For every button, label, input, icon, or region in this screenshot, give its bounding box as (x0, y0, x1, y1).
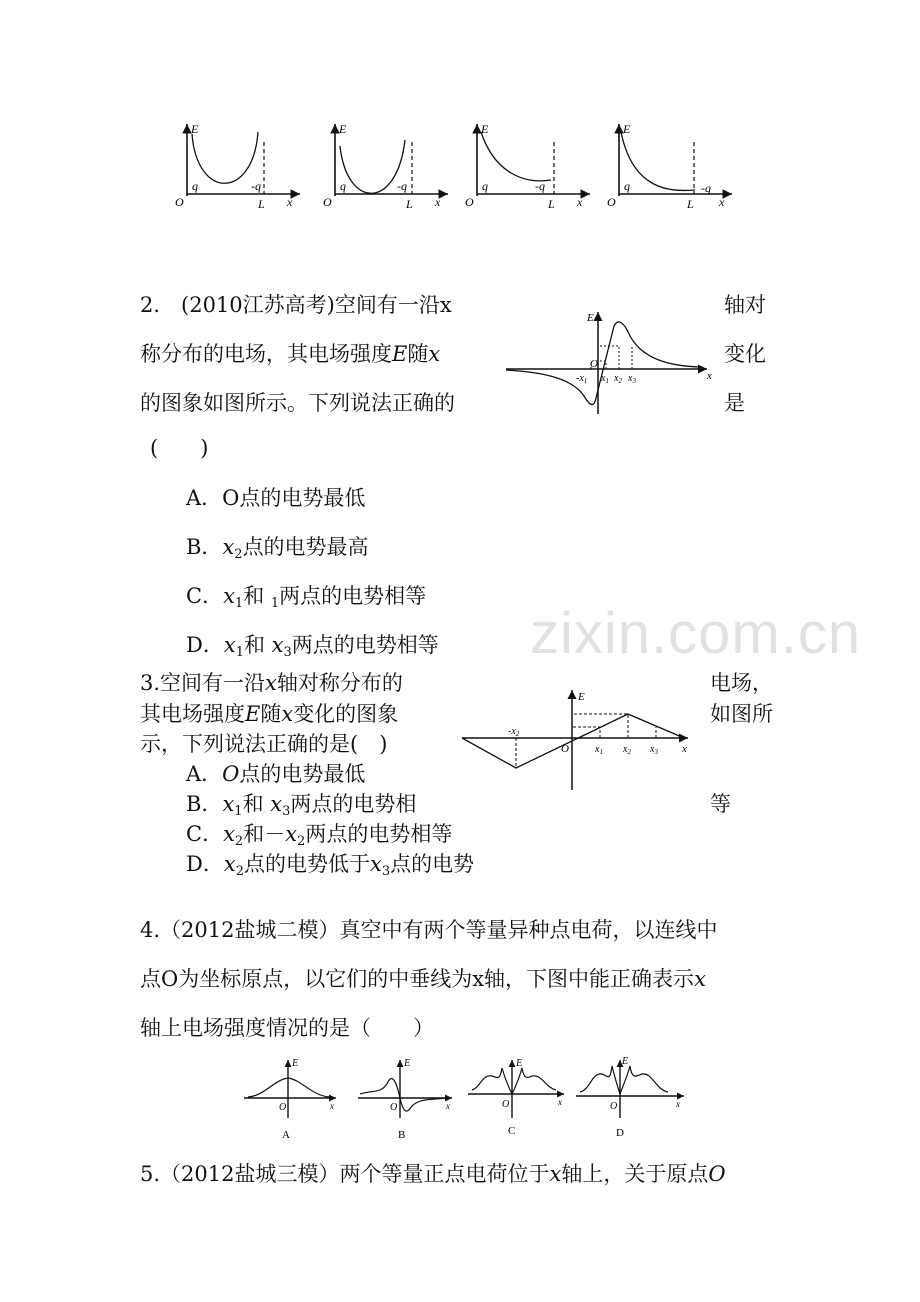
q2-line-2-end: 变化 (724, 342, 766, 366)
q1-graph-a (175, 122, 300, 211)
q4-line-3: 轴上电场强度情况的是（ ） (140, 1016, 434, 1040)
q2-line-2: 称分布的电场，其电场强度E随x (140, 342, 441, 366)
q4-a-caption: A (282, 1129, 290, 1141)
q1-a-x-label: x (287, 195, 293, 209)
q3-fig-e-label: E (578, 691, 585, 703)
q4-d-e-label: E (622, 1056, 629, 1067)
q1-a-q-label: q (192, 179, 198, 193)
q1-b-x-label: x (435, 195, 441, 209)
q1-c-e-label: E (481, 122, 489, 136)
q3-line-1-end: 电场， (710, 671, 773, 695)
q3-line-1: 3.空间有一沿x轴对称分布的 (140, 671, 403, 695)
q1-b-origin-label: O (323, 195, 332, 209)
q2-figure (502, 306, 716, 418)
q3-fig-x3-label: $x_3$ (650, 744, 658, 756)
q1-b-l-label: L (406, 197, 413, 211)
q3-fig-x1-label: $x_1$ (595, 744, 603, 756)
q1-b-negq-label: -q (397, 179, 407, 193)
q1-a-e-label: E (191, 122, 199, 136)
q4-d-caption: D (616, 1127, 624, 1139)
q1-c-origin-label: O (465, 195, 474, 209)
q3-option-d: D．$x_2$点的电势低于$x_3$点的电势 (186, 852, 475, 879)
q4-c-origin-label: O (502, 1099, 510, 1110)
q3-option-a: A．O点的电势最低 (186, 762, 366, 786)
q2-line-3-end: 是 (724, 391, 745, 415)
q1-graph-d (607, 122, 732, 211)
q3-option-b: B．$x_1$和 $x_3$两点的电势相 (186, 792, 417, 819)
q4-figure-row (240, 1054, 700, 1144)
q3-line-2: 其电场强度E随x变化的图象 (140, 702, 399, 726)
q4-c-e-label: E (516, 1058, 523, 1069)
q2-option-c: C．$x_1$和 $_1$两点的电势相等 (186, 584, 427, 611)
q1-graph-c (465, 122, 590, 211)
q2-fig-negx1-label: $-x_1$ (576, 373, 588, 385)
q4-a-x-label: x (330, 1101, 334, 1111)
q2-fig-e-label: E (587, 312, 594, 324)
q1-c-l-label: L (548, 197, 555, 211)
q2-fig-x1-label: $x_1$ (601, 373, 609, 385)
q1-c-q-label: q (482, 179, 488, 193)
q4-c-x-label: x (558, 1097, 562, 1107)
watermark: zixin.com.cn (530, 601, 862, 666)
q1-d-q-label: q (624, 179, 630, 193)
q4-a-e-label: E (292, 1058, 299, 1069)
q1-d-l-label: L (687, 197, 694, 211)
q3-option-c: C．$x_2$和$-x_2$两点的电势相等 (186, 822, 453, 849)
q4-a-origin-label: O (279, 1102, 287, 1113)
q4-b-caption: B (398, 1129, 406, 1141)
q3-line-2-end: 如图所 (710, 702, 773, 726)
q4-graph-d (576, 1056, 684, 1139)
q4-b-x-label: x (446, 1101, 450, 1111)
q2-option-a: A．O点的电势最低 (186, 486, 366, 510)
q1-a-l-label: L (258, 197, 265, 211)
q3-figure (460, 686, 696, 792)
q3-fig-x-label: x (682, 743, 687, 755)
q2-answer-paren: ( ) (150, 436, 209, 460)
q4-line-1: 4.（2012盐城二模）真空中有两个等量异种点电荷，以连线中 (140, 918, 718, 942)
q1-a-origin-label: O (175, 195, 184, 209)
q2-fig-origin-label: O (590, 358, 598, 370)
q1-d-negq-label: -q (701, 181, 711, 195)
q2-fig-x3-label: $x_3$ (628, 373, 636, 385)
q3-line-3: 示，下列说法正确的是( ) (140, 732, 388, 756)
q4-line-2: 点O为坐标原点，以它们的中垂线为x轴，下图中能正确表示x (140, 967, 706, 991)
q1-c-x-label: x (577, 195, 583, 209)
q2-line-1-end: 轴对 (724, 293, 766, 317)
q1-figure-row (165, 118, 745, 230)
q2-fig-x2-label: $x_2$ (614, 373, 622, 385)
q2-option-d: D．$x_1$和 $x_3$两点的电势相等 (186, 633, 439, 660)
q2-fig-x-label: x (707, 370, 712, 382)
q2-line-3: 的图象如图所示。下列说法正确的 (140, 391, 455, 415)
q4-d-x-label: x (676, 1099, 680, 1109)
q4-d-origin-label: O (610, 1101, 618, 1112)
q2-option-b: B．$x_2$点的电势最高 (186, 535, 369, 562)
q1-d-origin-label: O (607, 195, 616, 209)
q4-b-e-label: E (404, 1058, 411, 1069)
q1-d-e-label: E (623, 122, 631, 136)
q1-d-x-label: x (719, 195, 725, 209)
q1-b-q-label: q (340, 179, 346, 193)
q1-graph-b (323, 122, 448, 211)
q1-c-negq-label: -q (535, 179, 545, 193)
q4-b-origin-label: O (390, 1102, 398, 1113)
q2-line-1: 2. (2010江苏高考)空间有一沿x (140, 293, 452, 317)
q4-graph-b (358, 1058, 452, 1141)
q3-option-b-end: 等 (710, 792, 731, 816)
q4-c-caption: C (508, 1125, 516, 1137)
q4-graph-a (244, 1058, 336, 1141)
q1-a-negq-label: -q (251, 179, 261, 193)
q5-line-1: 5.（2012盐城三模）两个等量正点电荷位于x轴上，关于原点O (140, 1162, 726, 1186)
q4-graph-c (468, 1058, 564, 1137)
q3-fig-negx2-label: $-x_2$ (508, 726, 520, 738)
q3-fig-origin-label: O (561, 743, 569, 755)
q1-b-e-label: E (339, 122, 347, 136)
q3-fig-x2-label: $x_2$ (623, 744, 631, 756)
